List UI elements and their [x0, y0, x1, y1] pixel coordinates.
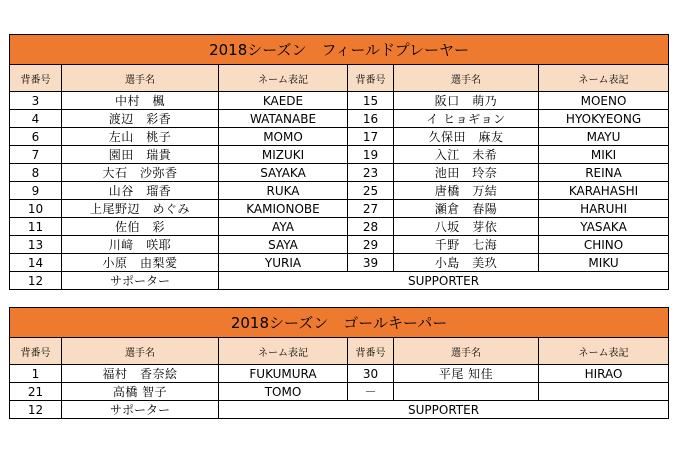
player-display-name: MIZUKI: [219, 146, 348, 164]
header-number: 背番号: [10, 338, 62, 365]
table-row: [10, 254, 669, 272]
player-name: 阪口 萌乃: [394, 92, 539, 110]
player-name: 唐橋 万結: [394, 182, 539, 200]
player-display-name: MIKU: [539, 254, 669, 272]
player-number: 1: [10, 365, 62, 383]
player-display-name: WATANABE: [219, 110, 348, 128]
header-number: 背番号: [348, 65, 394, 92]
player-name: 園田 瑞貴: [62, 146, 219, 164]
player-number: 21: [10, 383, 62, 401]
player-name: 八坂 芽依: [394, 218, 539, 236]
header-player-name: 選手名: [62, 338, 219, 365]
player-number: －: [348, 383, 394, 401]
player-display-name: [539, 383, 669, 401]
player-display-name: HIRAO: [539, 365, 669, 383]
player-number: 19: [348, 146, 394, 164]
player-number: 14: [10, 254, 62, 272]
table-row: [10, 365, 669, 383]
player-number: 28: [348, 218, 394, 236]
player-number: 7: [10, 146, 62, 164]
player-name: 渡辺 彩香: [62, 110, 219, 128]
header-name-display: ネーム表記: [539, 65, 669, 92]
supporter-label: サポーター: [62, 272, 219, 290]
player-name: 左山 桃子: [62, 128, 219, 146]
table-row: [10, 200, 669, 218]
header-player-name: 選手名: [62, 65, 219, 92]
player-name: 大石 沙弥香: [62, 164, 219, 182]
player-name: 上尾野辺 めぐみ: [62, 200, 219, 218]
table-row: [10, 146, 669, 164]
player-name: 中村 楓: [62, 92, 219, 110]
player-number: 16: [348, 110, 394, 128]
player-name: 川﨑 咲耶: [62, 236, 219, 254]
goalkeeper-table-title: 2018シーズン ゴールキーパー: [10, 308, 669, 338]
supporter-number: 12: [10, 401, 62, 419]
player-display-name: RUKA: [219, 182, 348, 200]
player-number: 30: [348, 365, 394, 383]
header-player-name: 選手名: [394, 65, 539, 92]
player-name: 小島 美玖: [394, 254, 539, 272]
player-display-name: YASAKA: [539, 218, 669, 236]
player-display-name: KARAHASHI: [539, 182, 669, 200]
supporter-display-name: SUPPORTER: [219, 272, 669, 290]
player-number: 8: [10, 164, 62, 182]
player-display-name: KAEDE: [219, 92, 348, 110]
player-name: 小原 由梨愛: [62, 254, 219, 272]
player-display-name: HARUHI: [539, 200, 669, 218]
supporter-label: サポーター: [62, 401, 219, 419]
player-display-name: MAYU: [539, 128, 669, 146]
table-row: [10, 164, 669, 182]
header-name-display: ネーム表記: [219, 65, 348, 92]
header-number: 背番号: [10, 65, 62, 92]
player-name: 池田 玲奈: [394, 164, 539, 182]
header-name-display: ネーム表記: [219, 338, 348, 365]
table-row: [10, 128, 669, 146]
player-name: 佐伯 彩: [62, 218, 219, 236]
player-number: 27: [348, 200, 394, 218]
player-name: [394, 383, 539, 401]
player-number: 29: [348, 236, 394, 254]
field-player-table: [9, 34, 669, 290]
table-row: [10, 383, 669, 401]
player-display-name: SAYA: [219, 236, 348, 254]
table-row: [10, 236, 669, 254]
player-number: 13: [10, 236, 62, 254]
player-display-name: CHINO: [539, 236, 669, 254]
player-name: 千野 七海: [394, 236, 539, 254]
player-display-name: FUKUMURA: [219, 365, 348, 383]
supporter-row: [10, 272, 669, 290]
player-name: 瀬倉 春陽: [394, 200, 539, 218]
table-row: [10, 182, 669, 200]
player-display-name: KAMIONOBE: [219, 200, 348, 218]
player-number: 39: [348, 254, 394, 272]
supporter-number: 12: [10, 272, 62, 290]
player-name: 山谷 瑠香: [62, 182, 219, 200]
player-display-name: AYA: [219, 218, 348, 236]
supporter-display-name: SUPPORTER: [219, 401, 669, 419]
player-name: 平尾 知佳: [394, 365, 539, 383]
field-table-title: 2018シーズン フィールドプレーヤー: [10, 35, 669, 65]
player-name: 入江 未希: [394, 146, 539, 164]
table-row: [10, 218, 669, 236]
header-number: 背番号: [348, 338, 394, 365]
player-number: 3: [10, 92, 62, 110]
table-row: [10, 110, 669, 128]
table-row: [10, 92, 669, 110]
player-display-name: SAYAKA: [219, 164, 348, 182]
player-display-name: YURIA: [219, 254, 348, 272]
player-name: 高橋 智子: [62, 383, 219, 401]
player-display-name: MOENO: [539, 92, 669, 110]
player-number: 6: [10, 128, 62, 146]
player-number: 9: [10, 182, 62, 200]
supporter-row: [10, 401, 669, 419]
player-name: イ ヒョギョン: [394, 110, 539, 128]
player-name: 福村 香奈絵: [62, 365, 219, 383]
player-name: 久保田 麻友: [394, 128, 539, 146]
player-display-name: HYOKYEONG: [539, 110, 669, 128]
goalkeeper-table: [9, 307, 669, 419]
player-number: 11: [10, 218, 62, 236]
player-number: 23: [348, 164, 394, 182]
header-player-name: 選手名: [394, 338, 539, 365]
player-number: 15: [348, 92, 394, 110]
player-number: 4: [10, 110, 62, 128]
player-display-name: REINA: [539, 164, 669, 182]
player-display-name: MIKI: [539, 146, 669, 164]
player-display-name: TOMO: [219, 383, 348, 401]
player-number: 17: [348, 128, 394, 146]
player-number: 25: [348, 182, 394, 200]
header-name-display: ネーム表記: [539, 338, 669, 365]
player-display-name: MOMO: [219, 128, 348, 146]
player-number: 10: [10, 200, 62, 218]
